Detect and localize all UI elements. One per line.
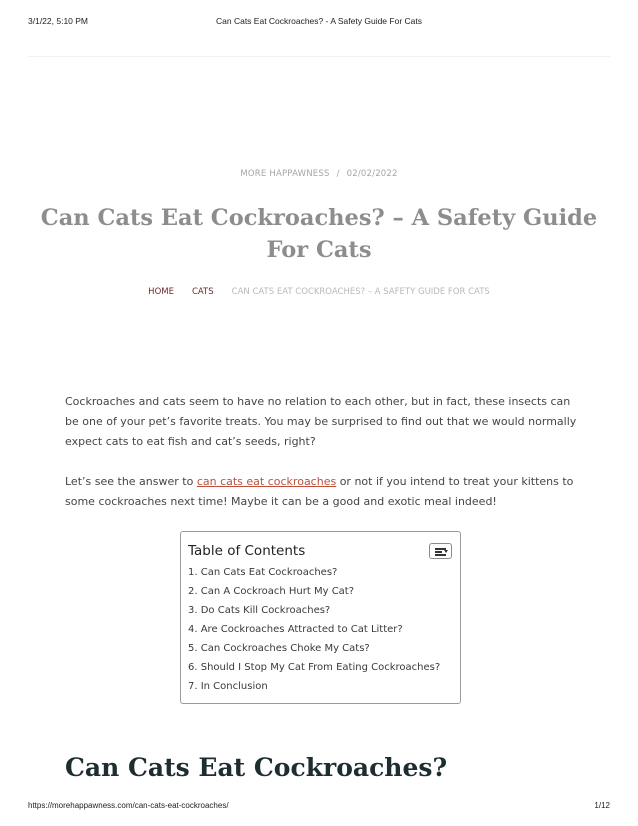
toc-item[interactable]: 6. Should I Stop My Cat From Eating Cockroaches? <box>188 662 441 673</box>
inline-article-link[interactable]: can cats eat cockroaches <box>196 475 337 488</box>
breadcrumb <box>0 287 638 297</box>
list-toggle-icon[interactable] <box>429 543 452 559</box>
toc-item[interactable]: 2. Can A Cockroach Hurt My Cat? <box>188 586 355 597</box>
meta-separator: / <box>336 169 340 179</box>
post-title: Can Cats Eat Cockroaches? – A Safety Guide For Cats <box>40 205 598 263</box>
intro-paragraph-2 <box>65 472 585 512</box>
print-header <box>28 16 610 30</box>
toc-item[interactable]: 7. In Conclusion <box>188 681 268 692</box>
print-doc-title: Can Cats Eat Cockroaches? - A Safety Guide For Cats <box>216 16 422 26</box>
toc-item[interactable]: 3. Do Cats Kill Cockroaches? <box>188 605 331 616</box>
breadcrumb-home-link[interactable]: HOME <box>148 287 174 297</box>
print-footer <box>28 801 610 815</box>
paragraph-2-text-start: Let’s see the answer to <box>65 475 197 488</box>
toc-title: Table of Contents <box>188 543 306 559</box>
table-of-contents <box>180 531 461 704</box>
toc-item[interactable]: 4. Are Cockroaches Attracted to Cat Litter? <box>188 624 403 635</box>
toc-item[interactable]: 5. Can Cockroaches Choke My Cats? <box>188 643 370 654</box>
header-divider <box>28 56 610 57</box>
toc-item[interactable]: 1. Can Cats Eat Cockroaches? <box>188 567 338 578</box>
breadcrumb-current: CAN CATS EAT COCKROACHES? – A SAFETY GUIDE FOR CATS <box>231 287 490 297</box>
paragraph-2-text-end: or not if you intend to treat your kittens to some cockroaches next time! Maybe it can be a good and exotic meal indeed! <box>65 475 574 508</box>
toc-list <box>188 563 453 696</box>
post-author-link[interactable]: MORE HAPPAWNESS <box>240 169 330 179</box>
post-date: 02/02/2022 <box>346 169 398 179</box>
post-meta <box>0 169 638 179</box>
print-datetime: 3/1/22, 5:10 PM <box>28 16 89 26</box>
intro-paragraph-1: Cockroaches and cats seem to have no relation to each other, but in fact, these insects can be one of your pet’s favorite treats. You may be surprised to find out that we would normally expect cats to eat fish and cat’s seeds, right? <box>65 395 577 448</box>
breadcrumb-category-link[interactable]: CATS <box>191 287 214 297</box>
print-url: https://morehappawness.com/can-cats-eat-cockroaches/ <box>28 801 229 810</box>
print-page-number: 1/12 <box>594 801 610 810</box>
section-heading: Can Cats Eat Cockroaches? <box>65 753 448 782</box>
